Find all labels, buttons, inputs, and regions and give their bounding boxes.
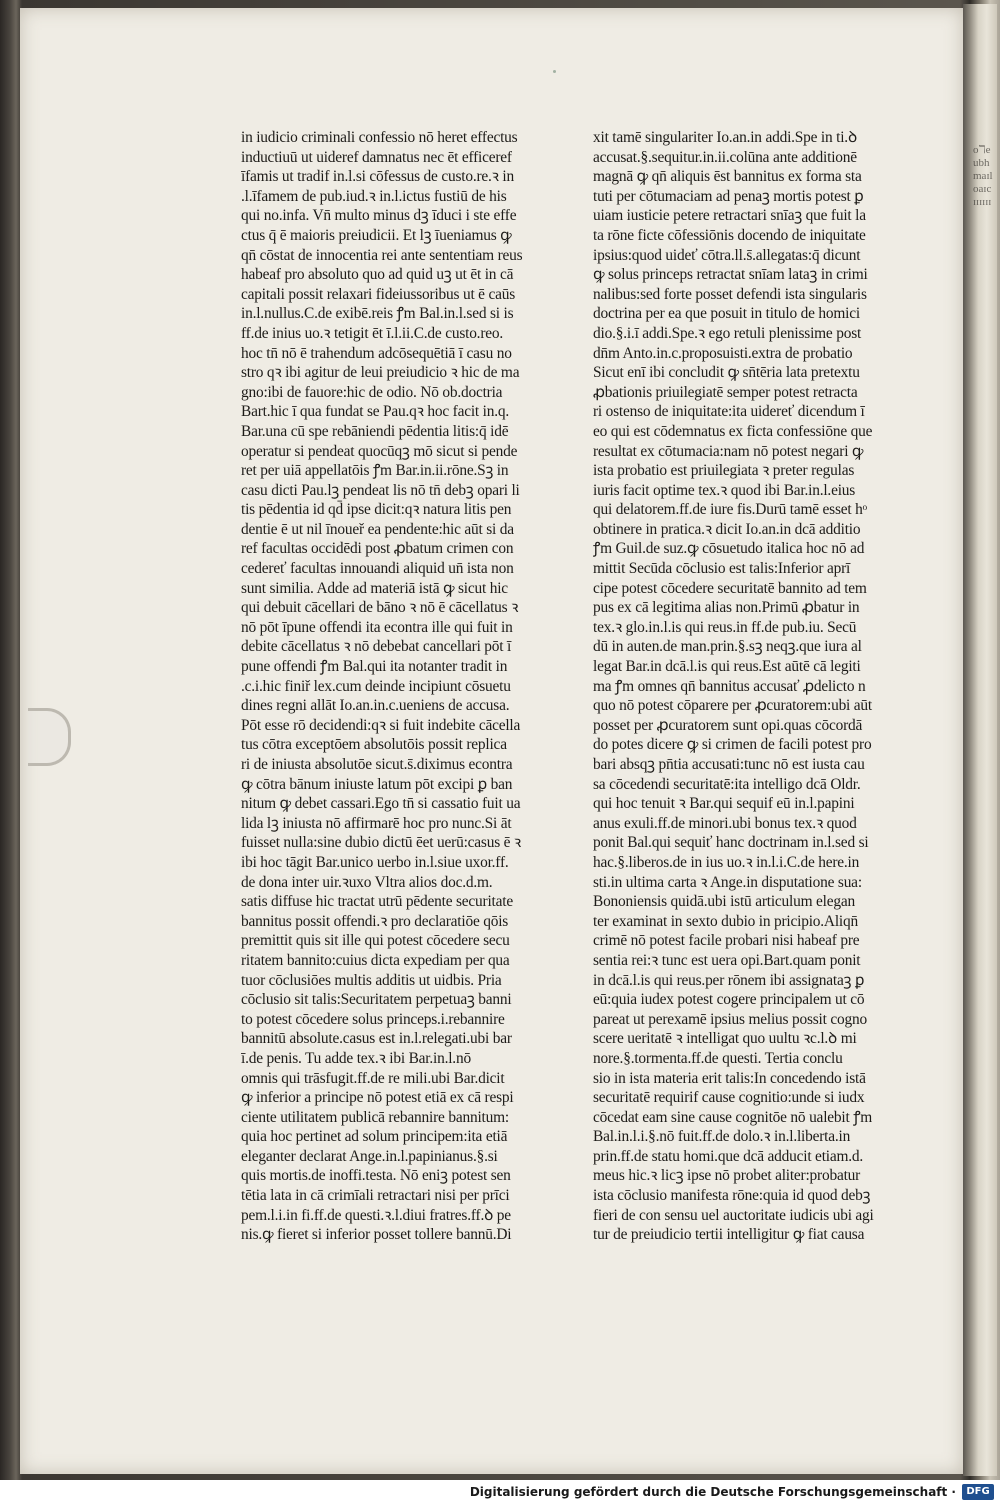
text-line: in iudicio criminali confessio nō heret effectus (241, 129, 518, 146)
text-line: in dcā.l.is qui reus.per rōnem ibi assignataꝫ ꝑ (593, 971, 865, 989)
text-line: ī.de penis. Tu adde tex.ꝛ ibi Bar.in.l.nō (241, 1049, 471, 1067)
text-line: nō pōt īpune offendi ita econtra ille qui fuit in (241, 618, 513, 636)
text-line: meus hic.ꝛ licꝫ ipse nō probet aliter:probatur (593, 1167, 861, 1185)
text-line: tur de preiudicio tertii intelligitur ꝙ fiat causa (593, 1226, 865, 1244)
text-line: doctrina per ea que posuit in titulo de homici (593, 305, 860, 323)
text-line: premittit quis sit ille qui potest cōcedere secu (241, 932, 510, 950)
text-line: anus exuli.ff.de minori.ubi bonus tex.ꝛ quod (593, 814, 857, 832)
text-line: ꝙ solus princeps retractat snīam lataꝫ in crimi (593, 266, 868, 284)
footer-credit: Digitalisierung gefördert durch die Deutsche Forschungsgemeinschaft · (469, 1485, 956, 1499)
text-line: ta rōne ficte cōfessiōnis docendo de iniquitate (593, 226, 866, 244)
adjacent-page-edge (963, 4, 997, 1476)
text-line: qui delatorem.ff.de iure fis.Durū tamē esset hᵒ (593, 501, 867, 519)
text-line: mittit Secūda cōclusio est talis:Inferior aprī (593, 560, 851, 578)
text-line: tuor cōclusiōes multis additis ut uidbis. Pria (241, 971, 502, 989)
text-line: tis pēdentia id qd̄ ipse dicit:qꝛ natura litis pen (241, 501, 512, 519)
text-line: quia hoc pertinet ad solum principem:ita etiā (241, 1128, 508, 1146)
text-line: resultat ex cōtumacia:nam nō potest negari ꝙ (593, 442, 864, 460)
text-line: Bart.hic ī qua fundat se Pau.qꝛ hoc facit in.q. (241, 403, 510, 421)
text-line: debite cācellatus ꝛ nō debebat cancellari pōt ī (241, 638, 512, 656)
text-line: cōclusio sit talis:Securitatem perpetuaꝫ banni (241, 991, 512, 1009)
text-line: magnā ꝙ qn̄ aliquis ēst bannitus ex forma sta (593, 168, 862, 186)
text-line: inductiuū ut uideref damnatus nec ēt efficeref (241, 148, 512, 166)
text-line: bari absqꝫ pn̄tia accusati:tunc nō est iusta cau (593, 756, 865, 773)
text-line: tuti per cōtumaciam ad penaꝫ mortis potest ꝑ (593, 187, 864, 205)
text-line: qn̄ cōstat de innocentia rei ante sententiam reus (241, 246, 523, 264)
text-line: sti.in ultima carta ꝛ Ange.in disputatione sua: (593, 873, 862, 891)
text-line: ctus q̄ ē maioris preiudicii. Et lꝫ īueniamus ꝙ (241, 226, 512, 244)
text-line: ri ostenso de iniquitate:ita uidereť dicendum ī (593, 403, 865, 421)
text-line: obtinere in pratica.ꝛ dicit Io.an.in dcā additio (593, 520, 861, 538)
text-line: posset per ꝓcuratorem sunt opi.quas cōcordā (593, 716, 863, 734)
text-line: dio.§.i.ī addi.Spe.ꝛ ego retuli plenissime post (593, 324, 862, 342)
text-line: ma ꝭm omnes qn̄ bannitus accusať ꝓdelicto n (593, 677, 866, 695)
text-line: bannitū absolute.casus est in.l.relegati.ubi bar (241, 1030, 512, 1048)
text-line: īfamis ut tradif in.l.si cōfessus de custo.re.ꝛ in (241, 168, 514, 186)
text-line: iuris facit optime tex.ꝛ quod ibi Bar.in.l.eius (593, 481, 856, 499)
text-line: stro qꝛ ibi agitur de leui preiudicio ꝛ hic de ma (241, 364, 520, 382)
text-line: tex.ꝛ glo.in.l.is qui reus.in ff.de pub.iu. Secū (593, 618, 857, 636)
text-line: pus ex cā legitima alias non.Primū ꝓbatur in (593, 599, 860, 617)
text-line: omnis qui trāsfugit.ff.de re mili.ubi Bar.dicit (241, 1069, 505, 1087)
text-line: nitum ꝙ debet cassari.Ego tn̄ si cassatio fuit ua (241, 795, 521, 813)
text-line: nalibus:sed forte posset defendi ista singularis (593, 285, 867, 303)
text-line: sa cōcedendi securitatē:ita intelligo dcā Oldr. (593, 775, 861, 793)
text-line: bannitus possit offendi.ꝛ pro declaratiōe qōis (241, 912, 509, 930)
text-line: ꝭm Guil.de suz.ꝙ cōsuetudo italica hoc nō ad (593, 540, 865, 558)
text-line: tus cōtra exceptōem absolutōis possit replica (241, 736, 507, 754)
right-text-column (593, 128, 885, 1245)
text-line: ref facultas occidēdi post ꝓbatum crimen con (241, 540, 514, 558)
text-line: do potes dicere ꝙ si crimen de facili potest pro (593, 736, 872, 754)
text-line: sio in ista materia erit talis:In concedendo istā (593, 1069, 866, 1087)
text-line: ꝙ inferior a principe nō potest etiā ex cā respi (241, 1089, 514, 1107)
text-line: ponit Bal.qui sequiť hanc doctrinam in.l.sed si (593, 834, 869, 852)
text-line: in.l.nullus.C.de exibē.reis ꝭm Bal.in.l.sed si is (241, 305, 514, 323)
text-line: ipsius:quod uideť cōtra.ll.s̄.allegatas:q̄ dicunt (593, 246, 861, 264)
text-line: eo qui est cōdemnatus ex ficta confessiōne que (593, 422, 873, 440)
text-line: capitali possit relaxari fideiussoribus ut ē caūs (241, 285, 515, 303)
text-line: crimē nō potest facile probari nisi habeaf pre (593, 932, 860, 950)
text-line: nore.§.tormenta.ff.de questi. Tertia conclu (593, 1049, 843, 1067)
text-line: dines regni allāt Io.an.in.c.ueniens de accusa. (241, 697, 510, 715)
text-line: cōcedat eam sine cause cognitōe nō ualebit ꝭm (593, 1108, 873, 1126)
text-line: Bononiensis quidā.ubi istū articulum elegan (593, 893, 855, 911)
text-line: quis mortis.de inoffi.testa. Nō eniꝫ potest sen (241, 1167, 511, 1185)
text-line: hoc tn̄ nō ē trahendum adcōsequētiā ī casu no (241, 344, 512, 362)
text-line: ff.de inius uo.ꝛ tetigit ēt ī.l.ii.C.de custo.reo. (241, 324, 504, 342)
text-line: legat Bar.in dcā.l.is qui reus.Est aūtē cā legiti (593, 658, 861, 676)
text-line: accusat.§.sequitur.in.ii.colūna ante additionē (593, 148, 857, 166)
text-line: dn̄m Anto.in.c.proposuisti.extra de probatio (593, 344, 853, 362)
text-line: Pōt esse rō decidendi:qꝛ si fuit indebite cācella (241, 716, 521, 734)
text-line: ri de iniusta absolutōe sicut.s̄.diximus econtra (241, 756, 513, 773)
text-line: ista cōclusio manifesta rōne:quia id quod debꝫ (593, 1187, 871, 1205)
text-line: de dona inter uir.ꝛuxo Vltra alios doc.d.m. (241, 873, 493, 891)
text-line: ciente utilitatem publicā rebannire bannitum: (241, 1108, 509, 1126)
text-line: dū in auten.de man.prin.§.sꝫ neqꝫ.que iura al (593, 638, 862, 656)
text-line: operatur si pendeat quocūqꝫ mō sicut si pende (241, 442, 518, 460)
text-line: habeaf pro absoluto quo ad quid uꝫ ut ēt in cā (241, 266, 514, 284)
text-line: ibi hoc tāgit Bar.unico uerbo in.l.siue uxor.ff. (241, 853, 509, 871)
text-line: Bar.una cū spe rebāniendi pēdentia litis:q̄ idē (241, 422, 509, 440)
text-line: fieri de con sensu uel auctoritate iudicis ubi agi (593, 1206, 874, 1224)
footer-bar (0, 1480, 1000, 1505)
text-line: satis diffuse hic tractat utrū pēdente securitate (241, 893, 513, 911)
text-line: .c.i.hic finiř lex.cum deinde incipiunt cōsuetu (241, 677, 511, 695)
text-line: pareat ut perexamē ipsius melius possit cogno (593, 1010, 867, 1028)
text-line: ritatem bannito:cuius dicta expediam per qua (241, 951, 510, 969)
text-line: to potest cōcedere solus princeps.i.rebannire (241, 1010, 505, 1028)
text-line: qui debuit cācellari de bāno ꝛ nō ē cācellatus ꝛ (241, 599, 519, 617)
text-line: scere ueritatē ꝛ intelligat quo uultu ꝛc.l.ꝺ mi (593, 1030, 857, 1048)
text-line: qui no.infa. Vn̄ multo minus dꝫ īduci i ste effe (241, 207, 517, 225)
text-line: ꝓbationis priuilegiatē semper potest retracta (593, 383, 858, 401)
left-text-column (241, 128, 531, 1245)
text-line: tētia lata in cā crimīali retractari nisi per prīci (241, 1187, 510, 1205)
text-line: nis.ꝙ fieret si inferior posset tollere bannū.Di (241, 1226, 512, 1244)
text-line: pem.l.i.in fi.ff.de questi.ꝛ.l.diui fratres.ff.ꝺ pe (241, 1206, 511, 1224)
dfg-logo: DFG (962, 1484, 994, 1500)
text-line: qui hoc tenuit ꝛ Bar.qui sequif eū in.l.papini (593, 795, 855, 813)
text-line: eū:quia iudex potest cogere principalem ut cō (593, 991, 865, 1009)
text-line: uiam iusticie petere retractari snīaꝫ que fuit la (593, 207, 866, 225)
text-line: Sicut enī ibi concludit ꝙ sn̄tēria lata pretextu (593, 364, 860, 382)
text-line: ista probatio est priuilegiata ꝛ preter regulas (593, 462, 855, 480)
text-line: fuisset nulla:sine dubio dictū ēet uerū:casus ē ꝛ (241, 834, 522, 852)
text-line: gno:ibi de fauore:hic de odio. Nō ob.doctria (241, 383, 503, 401)
text-line: ret per uiā appellatōis ꝭm Bar.in.ii.rōne.Sꝫ in (241, 462, 509, 480)
text-line: casu dicti Pau.lꝫ pendeat lis nō tn̄ debꝫ opari li (241, 481, 520, 499)
adjacent-page-margin-text: oℸeubhmaɪloaɪcɪɪɪɪɪɪ (973, 144, 993, 208)
page-speck (553, 70, 556, 73)
text-line: hac.§.liberos.de in ius uo.ꝛ in.l.i.C.de here.in (593, 853, 860, 871)
text-line: securitatē requirif cause cognitio:unde si iudx (593, 1089, 865, 1107)
text-line: lida lꝫ iniusta nō affirmarē hoc pro nunc.Si āt (241, 814, 512, 832)
text-line: sunt similia. Adde ad materiā istā ꝙ sicut hic (241, 579, 508, 597)
text-line: Bal.in.l.i.§.nō fuit.ff.de dolo.ꝛ in.l.liberta.in (593, 1128, 851, 1146)
text-line: quo nō potest cōparere per ꝓcuratorem:ubi aūt (593, 697, 872, 715)
text-line: ꝙ cōtra bānum iniuste latum pōt excipi ꝑ ban (241, 775, 513, 793)
text-line: cedereť facultas innouandi aliquid un̄ ista non (241, 560, 514, 578)
text-line: eleganter declarat Ange.in.l.papinianus.§.si (241, 1147, 498, 1165)
text-line: prin.ff.de statu homi.que dcā adducit etiam.d. (593, 1147, 864, 1165)
text-line: sentia rei:ꝛ tunc est uera opi.Bart.quam ponit (593, 951, 861, 969)
text-line: xit tamē singulariter Io.an.in addi.Spe in ti.ꝺ (593, 129, 857, 146)
page-clip (28, 708, 71, 766)
text-line: ter examinat in sexto dubio in pricipio.Aliqn̄ (593, 912, 858, 930)
text-line: .l.īfamem de pub.iud.ꝛ in.l.ictus fustiū de his (241, 187, 507, 205)
text-line: dentie ē ut nil īnoueř ea pendente:hic aūt si da (241, 520, 514, 538)
text-line: cipe potest cōcedere securitatē bannito ad tem (593, 579, 867, 597)
text-line: pune offendi ꝭm Bal.qui ita notanter tradit in (241, 658, 508, 676)
